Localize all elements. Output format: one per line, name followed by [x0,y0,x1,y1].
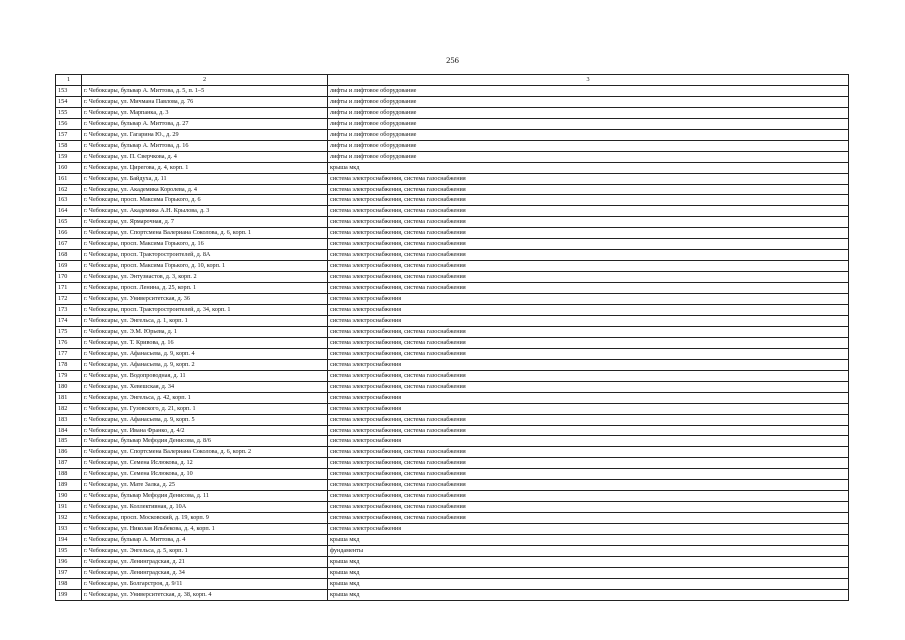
register-table [55,74,849,601]
address-cell: г. Чебоксары, бульвар А. Миттова, д. 27 [82,118,328,129]
table-row [56,348,849,359]
table-row [56,545,849,556]
row-number-cell: 157 [56,129,82,140]
row-number-cell: 169 [56,261,82,272]
address-cell: г. Чебоксары, ул. Водопроводная, д. 11 [82,370,328,381]
row-number-cell: 167 [56,239,82,250]
row-number-cell: 160 [56,162,82,173]
work-type-cell: система электроснабжения [328,392,849,403]
address-cell: г. Чебоксары, ул. Ивана Франко, д. 4/2 [82,425,328,436]
address-cell: г. Чебоксары, ул. Спортсмена Валериана Соколова, д. 6, корп. 2 [82,447,328,458]
address-cell: г. Чебоксары, ул. Цирегова, д. 4, корп. 1 [82,162,328,173]
address-cell: г. Чебоксары, ул. Николая Ильбекова, д. 4, корп. 1 [82,524,328,535]
address-cell: г. Чебоксары, просп. Московский, д. 19, корп. 9 [82,513,328,524]
table-row [56,578,849,589]
row-number-cell: 162 [56,184,82,195]
address-cell: г. Чебоксары, ул. Мате Залка, д. 25 [82,480,328,491]
table-row [56,359,849,370]
address-cell: г. Чебоксары, ул. Ленинградская, д. 21 [82,556,328,567]
row-number-cell: 166 [56,228,82,239]
address-cell: г. Чебоксары, ул. П. Сверчкова, д. 4 [82,151,328,162]
row-number-cell: 161 [56,173,82,184]
table-row [56,184,849,195]
work-type-cell: крыша мкд [328,162,849,173]
row-number-cell: 172 [56,294,82,305]
row-number-cell: 192 [56,513,82,524]
row-number-cell: 180 [56,381,82,392]
row-number-cell: 171 [56,283,82,294]
table-row [56,294,849,305]
table-row [56,556,849,567]
work-type-cell: лифты и лифтовое оборудование [328,107,849,118]
address-cell: г. Чебоксары, ул. Энгельса, д. 5, корп. 1 [82,545,328,556]
work-type-cell: система электроснабжения, система газоснабжения [328,250,849,261]
work-type-cell: система электроснабжения, система газоснабжения [328,326,849,337]
address-cell: г. Чебоксары, ул. Энгельса, д. 1, корп. 1 [82,315,328,326]
table-row [56,107,849,118]
row-number-cell: 168 [56,250,82,261]
table-row [56,370,849,381]
work-type-cell: система электроснабжения [328,294,849,305]
address-cell: г. Чебоксары, бульвар Мефодия Денисова, д. 11 [82,491,328,502]
work-type-cell: система электроснабжения, система газоснабжения [328,491,849,502]
column-header-3: 3 [328,75,849,86]
column-header-1: 1 [56,75,82,86]
row-number-cell: 179 [56,370,82,381]
work-type-cell: лифты и лифтовое оборудование [328,140,849,151]
table-row [56,228,849,239]
address-cell: г. Чебоксары, ул. Т. Кривова, д. 16 [82,337,328,348]
row-number-cell: 182 [56,403,82,414]
work-type-cell: лифты и лифтовое оборудование [328,85,849,96]
address-cell: г. Чебоксары, ул. Спортсмена Валериана Соколова, д. 6, корп. 1 [82,228,328,239]
row-number-cell: 191 [56,502,82,513]
table-row [56,272,849,283]
address-cell: г. Чебоксары, ул. Болгарстроя, д. 9/11 [82,578,328,589]
work-type-cell: лифты и лифтовое оборудование [328,96,849,107]
table-row [56,392,849,403]
work-type-cell: крыша мкд [328,589,849,600]
table-row [56,326,849,337]
row-number-cell: 176 [56,337,82,348]
address-cell: г. Чебоксары, ул. Марпанка, д. 3 [82,107,328,118]
row-number-cell: 189 [56,480,82,491]
table-row [56,239,849,250]
row-number-cell: 159 [56,151,82,162]
address-cell: г. Чебоксары, просп. Тракторостроителей, д. 34, корп. 1 [82,305,328,316]
row-number-cell: 158 [56,140,82,151]
table-row [56,535,849,546]
table-row [56,567,849,578]
address-cell: г. Чебоксары, ул. Академика Королева, д. 4 [82,184,328,195]
row-number-cell: 154 [56,96,82,107]
address-cell: г. Чебоксары, ул. Семена Ислюкова, д. 12 [82,458,328,469]
work-type-cell: система электроснабжения, система газоснабжения [328,381,849,392]
address-cell: г. Чебоксары, просп. Максима Горького, д. 6 [82,195,328,206]
work-type-cell: система электроснабжения, система газоснабжения [328,502,849,513]
table-row [56,315,849,326]
work-type-cell: система электроснабжения, система газоснабжения [328,469,849,480]
row-number-cell: 190 [56,491,82,502]
row-number-cell: 177 [56,348,82,359]
table-row [56,305,849,316]
work-type-cell: система электроснабжения [328,359,849,370]
table-row [56,502,849,513]
table-row [56,206,849,217]
work-type-cell: система электроснабжения [328,403,849,414]
row-number-cell: 195 [56,545,82,556]
work-type-cell: система электроснабжения, система газоснабжения [328,272,849,283]
row-number-cell: 186 [56,447,82,458]
row-number-cell: 164 [56,206,82,217]
address-cell: г. Чебоксары, просп. Ленина, д. 25, корп. 1 [82,283,328,294]
address-cell: г. Чебоксары, бульвар А. Миттова, д. 4 [82,535,328,546]
work-type-cell: система электроснабжения, система газоснабжения [328,348,849,359]
address-cell: г. Чебоксары, ул. Семена Ислюкова, д. 10 [82,469,328,480]
work-type-cell: система электроснабжения [328,305,849,316]
row-number-cell: 187 [56,458,82,469]
address-cell: г. Чебоксары, ул. Университетская, д. 36 [82,294,328,305]
work-type-cell: фундаменты [328,545,849,556]
work-type-cell: крыша мкд [328,578,849,589]
row-number-cell: 163 [56,195,82,206]
address-cell: г. Чебоксары, ул. Хевешская, д. 34 [82,381,328,392]
work-type-cell: система электроснабжения, система газоснабжения [328,261,849,272]
work-type-cell: система электроснабжения, система газоснабжения [328,370,849,381]
table-row [56,118,849,129]
table-row [56,480,849,491]
table-row [56,524,849,535]
table-row [56,173,849,184]
work-type-cell: крыша мкд [328,535,849,546]
table-row [56,250,849,261]
table-row [56,151,849,162]
table-row [56,261,849,272]
work-type-cell: система электроснабжения, система газоснабжения [328,414,849,425]
work-type-cell: система электроснабжения [328,436,849,447]
page-number: 256 [446,55,459,65]
address-cell: г. Чебоксары, ул. Гузовского, д. 21, корп. 1 [82,403,328,414]
table-row [56,414,849,425]
row-number-cell: 196 [56,556,82,567]
address-cell: г. Чебоксары, ул. Мичмана Павлова, д. 76 [82,96,328,107]
row-number-cell: 174 [56,315,82,326]
table-row [56,217,849,228]
address-cell: г. Чебоксары, ул. Гагарина Ю., д. 29 [82,129,328,140]
work-type-cell: система электроснабжения, система газоснабжения [328,206,849,217]
address-cell: г. Чебоксары, просп. Максима Горького, д. 10, корп. 1 [82,261,328,272]
table-row [56,491,849,502]
table-row [56,283,849,294]
table-row [56,96,849,107]
row-number-cell: 185 [56,436,82,447]
row-number-cell: 198 [56,578,82,589]
row-number-cell: 178 [56,359,82,370]
work-type-cell: система электроснабжения, система газоснабжения [328,283,849,294]
address-cell: г. Чебоксары, бульвар А. Миттова, д. 16 [82,140,328,151]
address-cell: г. Чебоксары, бульвар Мефодия Денисова, д. 8/6 [82,436,328,447]
work-type-cell: лифты и лифтовое оборудование [328,151,849,162]
row-number-cell: 199 [56,589,82,600]
work-type-cell: система электроснабжения, система газоснабжения [328,513,849,524]
work-type-cell: система электроснабжения [328,315,849,326]
row-number-cell: 188 [56,469,82,480]
table-row [56,195,849,206]
address-cell: г. Чебоксары, ул. Университетская, д. 38, корп. 4 [82,589,328,600]
table-row [56,337,849,348]
work-type-cell: система электроснабжения, система газоснабжения [328,425,849,436]
work-type-cell: система электроснабжения, система газоснабжения [328,337,849,348]
table-header-row [56,75,849,86]
row-number-cell: 181 [56,392,82,403]
table-row [56,140,849,151]
work-type-cell: система электроснабжения [328,524,849,535]
address-cell: г. Чебоксары, ул. Энтузиастов, д. 3, корп. 2 [82,272,328,283]
table-row [56,469,849,480]
address-cell: г. Чебоксары, ул. Афанасьева, д. 9, корп. 4 [82,348,328,359]
table-row [56,403,849,414]
address-cell: г. Чебоксары, ул. Байдуха, д. 11 [82,173,328,184]
row-number-cell: 184 [56,425,82,436]
address-cell: г. Чебоксары, ул. Афанасьева, д. 9, корп. 5 [82,414,328,425]
row-number-cell: 193 [56,524,82,535]
row-number-cell: 175 [56,326,82,337]
address-cell: г. Чебоксары, ул. Ленинградская, д. 34 [82,567,328,578]
work-type-cell: система электроснабжения, система газоснабжения [328,184,849,195]
table-row [56,381,849,392]
row-number-cell: 155 [56,107,82,118]
address-cell: г. Чебоксары, ул. Энгельса, д. 42, корп. 1 [82,392,328,403]
table-row [56,436,849,447]
table-row [56,589,849,600]
work-type-cell: система электроснабжения, система газоснабжения [328,173,849,184]
work-type-cell: система электроснабжения, система газоснабжения [328,239,849,250]
row-number-cell: 153 [56,85,82,96]
row-number-cell: 156 [56,118,82,129]
address-cell: г. Чебоксары, бульвар А. Миттова, д. 5, п. 1–5 [82,85,328,96]
work-type-cell: система электроснабжения, система газоснабжения [328,458,849,469]
table-row [56,85,849,96]
row-number-cell: 194 [56,535,82,546]
column-header-2: 2 [82,75,328,86]
work-type-cell: система электроснабжения, система газоснабжения [328,447,849,458]
address-cell: г. Чебоксары, просп. Тракторостроителей, д. 8А [82,250,328,261]
work-type-cell: крыша мкд [328,556,849,567]
row-number-cell: 173 [56,305,82,316]
row-number-cell: 165 [56,217,82,228]
work-type-cell: лифты и лифтовое оборудование [328,118,849,129]
work-type-cell: система электроснабжения, система газоснабжения [328,217,849,228]
address-cell: г. Чебоксары, ул. Э.М. Юрьева, д. 1 [82,326,328,337]
table-row [56,425,849,436]
address-cell: г. Чебоксары, ул. Афанасьева, д. 9, корп. 2 [82,359,328,370]
work-type-cell: система электроснабжения, система газоснабжения [328,195,849,206]
table-row [56,458,849,469]
address-cell: г. Чебоксары, ул. Ярмарочная, д. 7 [82,217,328,228]
work-type-cell: система электроснабжения, система газоснабжения [328,228,849,239]
work-type-cell: система электроснабжения, система газоснабжения [328,480,849,491]
table-row [56,162,849,173]
address-cell: г. Чебоксары, ул. Академика А.Н. Крылова, д. 3 [82,206,328,217]
address-cell: г. Чебоксары, ул. Коллективная, д. 10А [82,502,328,513]
table-row [56,513,849,524]
row-number-cell: 197 [56,567,82,578]
row-number-cell: 183 [56,414,82,425]
table-row [56,447,849,458]
address-cell: г. Чебоксары, просп. Максима Горького, д. 16 [82,239,328,250]
row-number-cell: 170 [56,272,82,283]
table-row [56,129,849,140]
work-type-cell: крыша мкд [328,567,849,578]
work-type-cell: лифты и лифтовое оборудование [328,129,849,140]
